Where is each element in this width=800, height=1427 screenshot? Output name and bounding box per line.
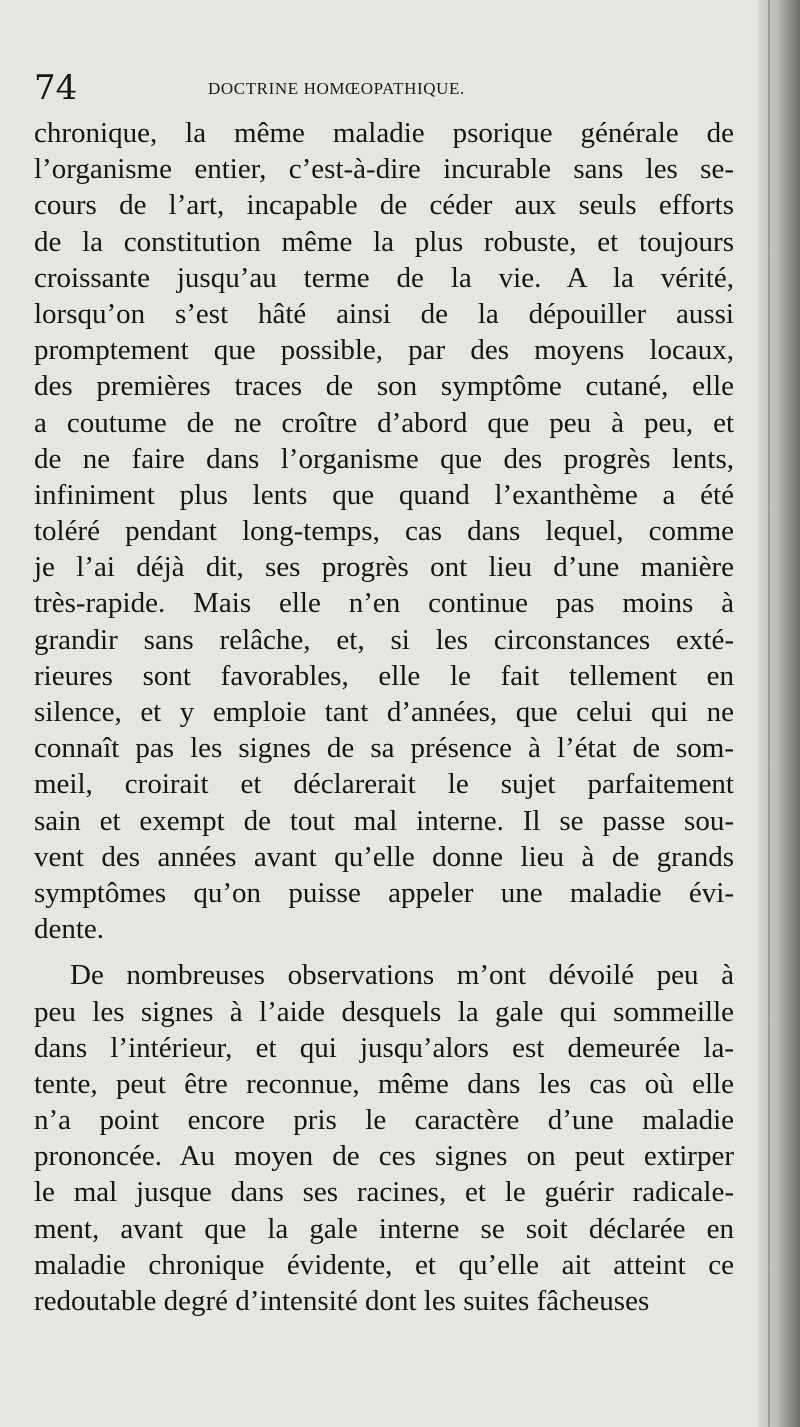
text-line: cours de l’art, incapable de céder aux seuls efforts [34,189,734,222]
text-line: croissante jusqu’au terme de la vie. A la vérité, [34,261,734,294]
text-line: maladie chronique évidente, et qu’elle ait atteint ce [34,1248,734,1281]
page-edge-line [768,0,770,1427]
text-line: symptômes qu’on puisse appeler une maladie évi- [34,876,734,909]
text-line: de la constitution même la plus robuste, et toujours [34,225,734,258]
text-line: sain et exempt de tout mal interne. Il se passe sou- [34,804,734,837]
text-line: vent des années avant qu’elle donne lieu à de grands [34,840,734,873]
page-header [34,66,734,110]
text-line: dente. [34,913,105,946]
text-line: infiniment plus lents que quand l’exanthème a été [34,478,734,511]
paragraph-gap [34,947,734,957]
text-line: De nombreuses observations m’ont dévoilé peu à [70,959,734,992]
text-line: grandir sans relâche, et, si les circonstances exté- [34,623,734,656]
text-line: dans l’intérieur, et qui jusqu’alors est demeurée la- [34,1031,734,1064]
text-line: a coutume de ne croître d’abord que peu à peu, et [34,406,734,439]
text-line: l’organisme entier, c’est-à-dire incurable sans les se- [34,153,734,186]
text-line: tente, peut être reconnue, même dans les cas où elle [34,1067,734,1100]
text-line: n’a point encore pris le caractère d’une maladie [34,1104,734,1137]
text-line: silence, et y emploie tant d’années, que celui qui ne [34,696,734,728]
running-title: DOCTRINE HOMŒOPATHIQUE. [208,79,465,98]
text-line: chronique, la même maladie psorique générale de [34,117,734,149]
text-line: ment, avant que la gale interne se soit déclarée en [34,1212,734,1245]
text-line: je l’ai déjà dit, ses progrès ont lieu d’une manière [34,551,734,584]
text-line: promptement que possible, par des moyens locaux, [34,334,734,367]
paragraph [34,957,734,1319]
body-text [34,115,734,1319]
book-spine-shadow [758,0,800,1427]
text-line: redoutable degré d’intensité dont les suites fâcheuses [34,1285,650,1317]
text-line: des premières traces de son symptôme cutané, elle [34,370,734,403]
text-line: meil, croirait et déclarerait le sujet parfaitement [34,768,734,801]
text-line: lorsqu’on s’est hâté ainsi de la dépouiller aussi [34,297,734,330]
text-line: toléré pendant long-temps, cas dans lequel, comme [34,515,734,548]
text-line: prononcée. Au moyen de ces signes on peut extirper [34,1140,734,1173]
text-line: très-rapide. Mais elle n’en continue pas moins à [34,587,734,620]
text-line: le mal jusque dans ses racines, et le guérir radicale- [34,1176,734,1209]
text-line: de ne faire dans l’organisme que des progrès lents, [34,442,734,475]
page-number: 74 [34,68,78,108]
text-line: rieures sont favorables, elle le fait tellement en [34,659,734,692]
paragraph [34,115,734,947]
text-line: peu les signes à l’aide desquels la gale qui sommeille [34,995,734,1028]
text-line: connaît pas les signes de sa présence à l’état de som- [34,732,734,765]
